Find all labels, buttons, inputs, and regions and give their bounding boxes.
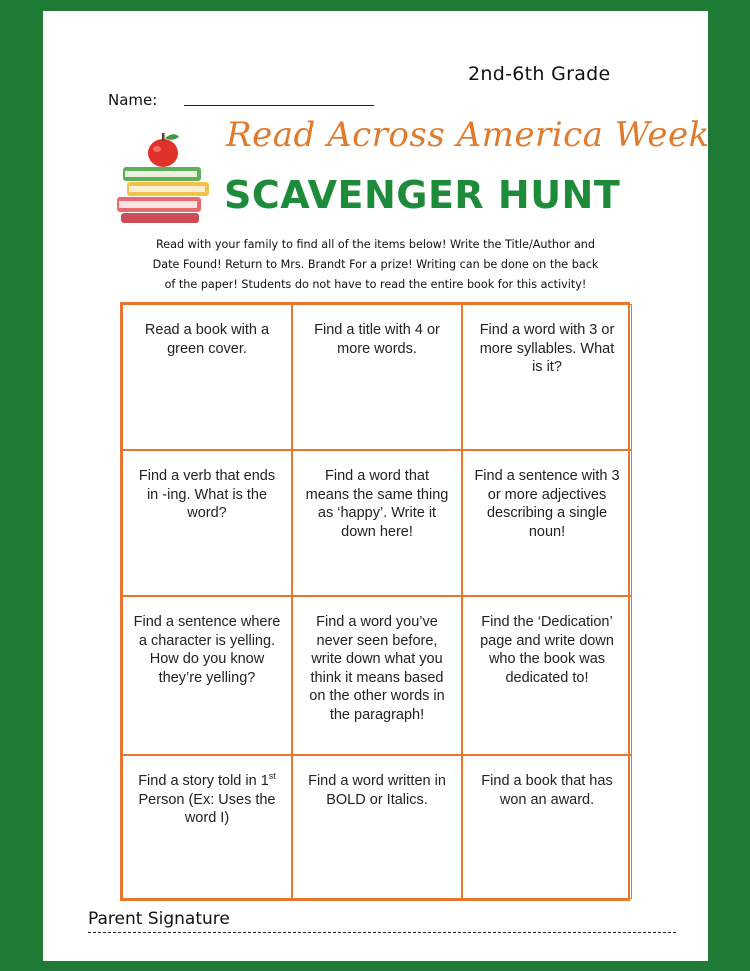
grid-cell[interactable] [462, 596, 632, 755]
cell-text-part: Find a story told in 1 [138, 773, 269, 789]
instructions [123, 235, 628, 295]
cell-prompt: Find a title with 4 or more words. [314, 322, 440, 357]
instructions-line: of the paper! Students do not have to read the entire book for this activity! [164, 278, 587, 291]
scavenger-grid [120, 302, 630, 901]
name-input-line[interactable] [184, 105, 374, 106]
books-apple-icon [111, 129, 215, 229]
cell-prompt: Find a word with 3 or more syllables. What is it? [479, 322, 615, 375]
grid-cell[interactable] [122, 450, 292, 596]
cell-prompt: Find a verb that ends in -ing. What is the word? [138, 468, 276, 521]
cell-prompt: Find a sentence where a character is yelling. How do you know they’re yelling? [133, 614, 281, 686]
cell-prompt: Find a sentence with 3 or more adjectives describing a single noun! [474, 468, 620, 540]
instructions-line: Date Found! Return to Mrs. Brandt For a prize! Writing can be done on the back [152, 258, 599, 271]
grid-cell[interactable] [122, 596, 292, 755]
cell-text-part: Person (Ex: Uses the word I) [138, 791, 276, 826]
parent-signature-label: Parent Signature [88, 909, 230, 929]
grid-cell[interactable] [292, 596, 462, 755]
ordinal-superscript: st [268, 771, 276, 782]
grid-cell[interactable] [292, 755, 462, 899]
grid-cell[interactable] [292, 450, 462, 596]
cell-prompt: Read a book with a green cover. [144, 322, 270, 357]
script-title: Read Across America Week [226, 115, 710, 155]
grid-cell[interactable] [462, 450, 632, 596]
grade-label: 2nd-6th Grade [468, 63, 611, 85]
cell-prompt: Find a word that means the same thing as ‘happy’. Write it down here! [305, 468, 449, 540]
parent-signature-line[interactable] [88, 932, 676, 933]
grid-cell[interactable] [122, 304, 292, 450]
worksheet-page [43, 11, 708, 961]
instructions-line: Read with your family to find all of the items below! Write the Title/Author and [155, 238, 596, 251]
name-label: Name: [108, 91, 158, 109]
grid-cell[interactable] [462, 755, 632, 899]
main-title: SCAVENGER HUNT [224, 173, 621, 217]
cell-prompt: Find a word written in BOLD or Italics. [308, 773, 446, 808]
grid-cell[interactable] [462, 304, 632, 450]
cell-prompt: Find a word you’ve never seen before, write down what you think it means based on the other words in the paragraph! [309, 614, 445, 723]
grid-cell[interactable] [122, 755, 292, 899]
cell-prompt: Find a book that has won an award. [481, 773, 613, 808]
cell-prompt: Find the ‘Dedication’ page and write down who the book was dedicated to! [480, 614, 614, 686]
cell-prompt [138, 773, 276, 826]
grid-cell[interactable] [292, 304, 462, 450]
